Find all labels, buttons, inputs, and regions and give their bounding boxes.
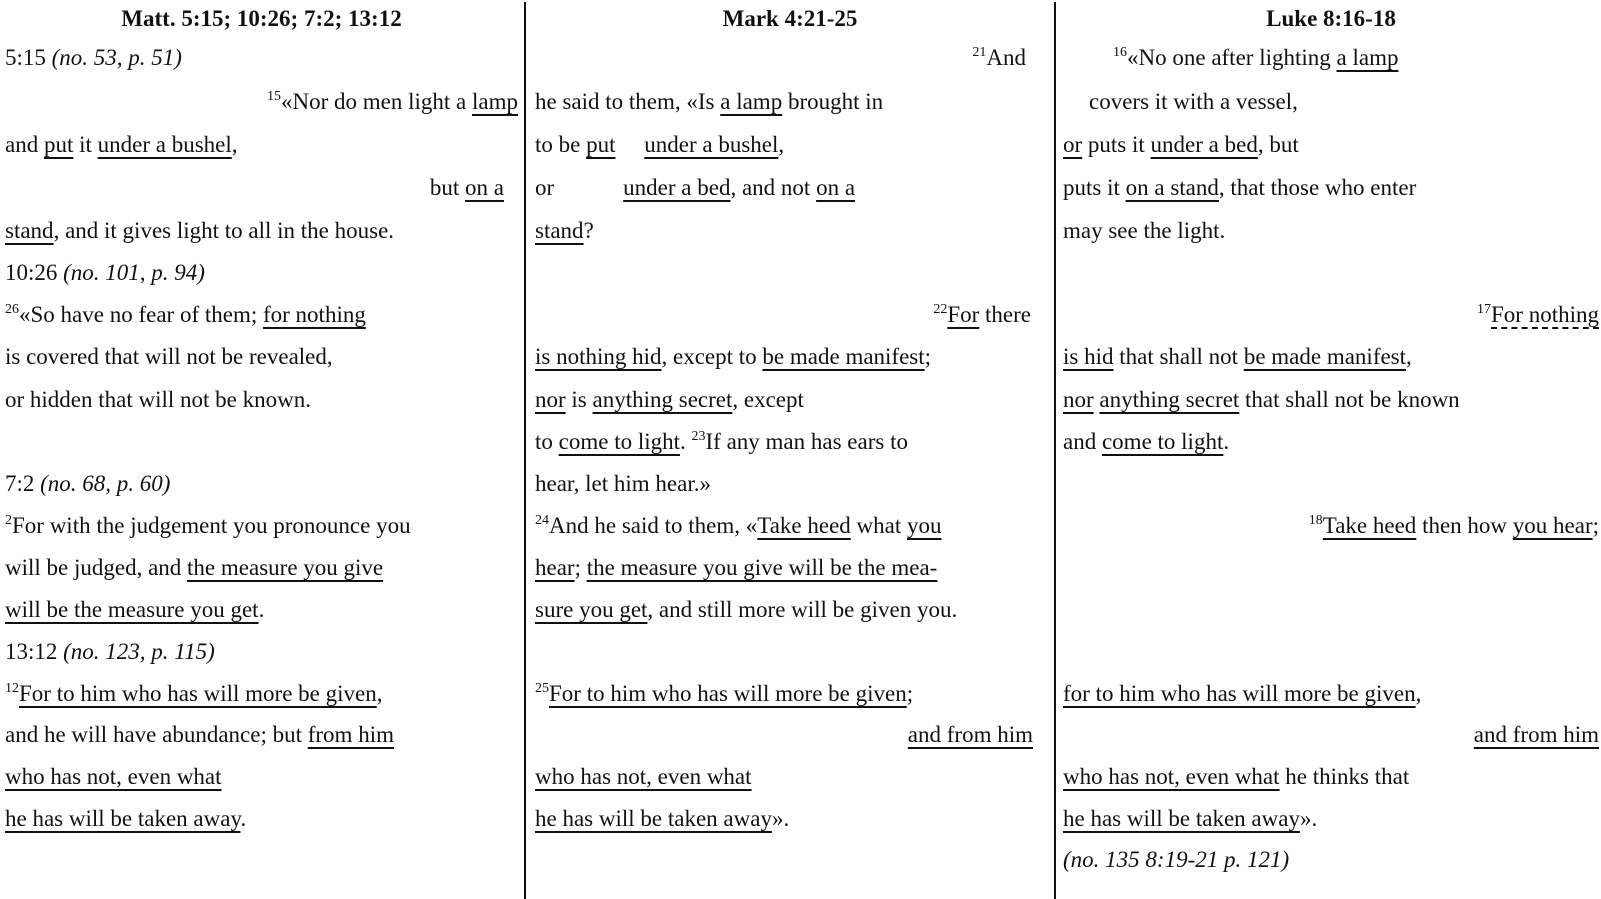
text-segment: ». xyxy=(1299,806,1318,831)
verse-number: 24 xyxy=(535,513,549,528)
column-header: Mark 4:21-25 xyxy=(722,6,858,31)
verse-number: 16 xyxy=(1113,45,1127,60)
text-segment: ; xyxy=(574,555,587,580)
text-segment: ; xyxy=(1592,513,1599,538)
text-line xyxy=(5,677,518,711)
text-segment: . xyxy=(240,806,247,831)
text-segment: , but xyxy=(1257,132,1299,157)
text-line xyxy=(5,551,518,585)
text-segment: he thinks that xyxy=(1279,764,1410,789)
underlined-parallel-text: you hear xyxy=(1512,513,1593,538)
underlined-parallel-text: will be the measure you get xyxy=(5,597,259,622)
text-line xyxy=(5,128,518,162)
text-line xyxy=(5,41,518,75)
text-line xyxy=(1063,298,1599,332)
underlined-parallel-text: you xyxy=(907,513,942,538)
underlined-parallel-text: Take heed xyxy=(757,513,851,538)
text-line xyxy=(5,760,518,794)
text-segment: it xyxy=(73,132,98,157)
underlined-parallel-text: a lamp xyxy=(1336,45,1399,70)
underlined-parallel-text: he has will be taken away xyxy=(5,806,241,831)
text-segment: , that those who enter xyxy=(1218,175,1417,200)
text-segment: and he will have abundance; but xyxy=(5,722,308,747)
text-line xyxy=(5,635,518,669)
underlined-parallel-text: under a bushel xyxy=(97,132,232,157)
text-segment: If any man has ears to xyxy=(705,429,908,454)
text-line xyxy=(1063,340,1599,374)
verse-number: 17 xyxy=(1477,302,1492,317)
text-segment: puts it xyxy=(1082,132,1151,157)
underlined-parallel-text: under a bed xyxy=(1150,132,1258,157)
text-line xyxy=(5,171,518,205)
text-line xyxy=(5,802,518,836)
text-segment: , xyxy=(1406,344,1412,369)
verse-number: 15 xyxy=(267,89,281,104)
underlined-parallel-text: come to light xyxy=(558,429,681,454)
underlined-parallel-text: lamp xyxy=(472,89,518,114)
text-segment: And xyxy=(986,45,1026,70)
underlined-parallel-text: under a bushel xyxy=(644,132,779,157)
text-segment: brought in xyxy=(782,89,884,114)
column-mark xyxy=(535,0,1045,899)
text-line xyxy=(535,41,1045,75)
verse-number: 23 xyxy=(691,429,706,444)
text-line xyxy=(5,85,518,119)
verse-number: 12 xyxy=(5,681,19,696)
text-segment: 10:26 xyxy=(5,260,64,285)
column-header: Matt. 5:15; 10:26; 7:2; 13:12 xyxy=(121,6,402,31)
text-segment: (no. 68, p. 60) xyxy=(40,471,171,496)
underlined-parallel-text: anything secret xyxy=(1099,387,1240,412)
text-line xyxy=(5,256,518,290)
text-segment: puts it xyxy=(1063,175,1126,200)
text-segment: , except xyxy=(732,387,804,412)
underlined-parallel-text: who has not, even what xyxy=(1063,764,1280,789)
text-line xyxy=(1063,128,1599,162)
text-line xyxy=(535,802,1045,836)
underlined-parallel-text: who has not, even what xyxy=(5,764,222,789)
text-line xyxy=(5,214,518,248)
text-segment: (no. 123, p. 115) xyxy=(63,639,215,664)
dashed-underlined-text: For nothing xyxy=(1491,302,1599,327)
text-segment: And he said to them, « xyxy=(549,513,758,538)
text-line xyxy=(535,677,1045,711)
text-segment: , except to xyxy=(661,344,763,369)
text-line xyxy=(5,298,518,332)
underlined-parallel-text: he has will be taken away xyxy=(1063,806,1300,831)
text-segment: is covered that will not be revealed, xyxy=(5,344,333,369)
text-line xyxy=(1063,214,1599,248)
text-segment: , and still more will be given you. xyxy=(647,597,958,622)
underlined-parallel-text: sure you get xyxy=(535,597,648,622)
column-divider xyxy=(524,2,526,899)
underlined-parallel-text: is nothing hid xyxy=(535,344,662,369)
text-segment: ». xyxy=(771,806,790,831)
text-line xyxy=(535,551,1045,585)
text-segment: «So have no fear of them; xyxy=(19,302,263,327)
underlined-parallel-text: nor xyxy=(1063,387,1094,412)
text-segment: , xyxy=(1415,681,1422,706)
underlined-parallel-text: on a xyxy=(465,175,504,200)
text-line xyxy=(1063,85,1599,119)
verse-number: 22 xyxy=(933,302,948,317)
underlined-parallel-text: anything secret xyxy=(592,387,733,412)
text-line xyxy=(535,509,1045,543)
text-line xyxy=(535,298,1045,332)
text-line xyxy=(5,467,518,501)
text-segment: 7:2 xyxy=(5,471,41,496)
text-segment: «Nor do men light a xyxy=(281,89,472,114)
text-line xyxy=(1063,677,1599,711)
text-segment: , xyxy=(231,132,238,157)
text-line xyxy=(5,383,518,417)
text-segment: but xyxy=(429,175,466,200)
text-line xyxy=(1063,425,1599,459)
text-line xyxy=(1063,802,1599,836)
column-divider xyxy=(1054,2,1056,899)
text-line xyxy=(535,340,1045,374)
text-segment: For with the judgement you pronounce you xyxy=(12,513,411,538)
text-segment: , xyxy=(376,681,383,706)
text-segment: (no. 53, p. 51) xyxy=(51,45,182,70)
text-segment: to xyxy=(535,429,559,454)
text-segment: then how xyxy=(1416,513,1513,538)
text-segment: may see the light. xyxy=(1063,218,1226,243)
text-segment: and xyxy=(5,132,44,157)
text-segment: (no. 135 8:19-21 p. 121) xyxy=(1063,847,1290,872)
text-segment: there xyxy=(979,302,1031,327)
text-segment: and xyxy=(1063,429,1102,454)
column-header: Luke 8:16-18 xyxy=(1266,6,1396,31)
text-line xyxy=(5,718,518,752)
underlined-parallel-text: from him xyxy=(307,722,394,747)
text-segment: or xyxy=(535,175,624,200)
column-matthew xyxy=(5,0,518,899)
text-segment: ; xyxy=(924,344,932,369)
verse-number: 25 xyxy=(535,681,549,696)
text-segment: ; xyxy=(906,681,914,706)
verse-number: 2 xyxy=(5,513,12,528)
underlined-parallel-text: put xyxy=(586,132,616,157)
text-segment: , and not xyxy=(730,175,817,200)
underlined-parallel-text: be made manifest xyxy=(1243,344,1407,369)
text-line xyxy=(535,383,1045,417)
text-segment: hear, let him hear.» xyxy=(535,471,711,496)
text-line xyxy=(535,171,1045,205)
underlined-parallel-text: For to him who has will more be given xyxy=(19,681,377,706)
text-segment: to be xyxy=(535,132,587,157)
verse-number: 21 xyxy=(972,45,987,60)
text-segment: . xyxy=(1223,429,1230,454)
underlined-parallel-text: For xyxy=(947,302,980,327)
verse-number: 26 xyxy=(5,302,19,317)
underlined-parallel-text: a lamp xyxy=(720,89,783,114)
text-segment: is xyxy=(565,387,593,412)
underlined-parallel-text: the measure you give will be the mea- xyxy=(586,555,938,580)
text-line xyxy=(5,509,518,543)
text-line xyxy=(535,425,1045,459)
text-segment: , xyxy=(778,132,785,157)
text-segment: 5:15 xyxy=(5,45,52,70)
underlined-parallel-text: put xyxy=(43,132,74,157)
text-segment: . xyxy=(258,597,265,622)
text-segment: or hidden that will not be known. xyxy=(5,387,311,412)
text-line xyxy=(1063,509,1599,543)
underlined-parallel-text: be made manifest xyxy=(762,344,925,369)
underlined-parallel-text: on a stand xyxy=(1125,175,1219,200)
text-segment: , and it gives light to all in the house. xyxy=(53,218,395,243)
text-segment: what xyxy=(850,513,907,538)
underlined-parallel-text: on a xyxy=(816,175,856,200)
text-segment xyxy=(616,132,645,157)
text-segment: (no. 101, p. 94) xyxy=(63,260,205,285)
underlined-parallel-text: the measure you give xyxy=(187,555,384,580)
text-line xyxy=(535,593,1045,627)
text-segment: . xyxy=(680,429,692,454)
text-line xyxy=(535,718,1045,752)
text-segment: covers it with a vessel, xyxy=(1089,89,1298,114)
underlined-parallel-text: stand xyxy=(5,218,54,243)
underlined-parallel-text: stand xyxy=(535,218,584,243)
text-line xyxy=(5,340,518,374)
text-segment: «No one after lighting xyxy=(1127,45,1337,70)
underlined-parallel-text: or xyxy=(1063,132,1083,157)
column-luke xyxy=(1063,0,1599,899)
text-segment: 13:12 xyxy=(5,639,64,664)
underlined-parallel-text: is hid xyxy=(1063,344,1114,369)
text-segment: that shall not be known xyxy=(1239,387,1460,412)
underlined-parallel-text: for nothing xyxy=(262,302,366,327)
underlined-parallel-text: for to him who has will more be given xyxy=(1063,681,1416,706)
text-line xyxy=(1063,383,1599,417)
text-line xyxy=(535,467,1045,501)
text-segment: ? xyxy=(583,218,594,243)
underlined-parallel-text: under a bed xyxy=(623,175,731,200)
text-line xyxy=(1063,41,1599,75)
underlined-parallel-text: nor xyxy=(535,387,566,412)
text-line xyxy=(1063,718,1599,752)
text-line xyxy=(5,593,518,627)
underlined-parallel-text: hear xyxy=(535,555,575,580)
text-line xyxy=(535,128,1045,162)
text-line xyxy=(535,214,1045,248)
text-line xyxy=(1063,171,1599,205)
underlined-parallel-text: come to light xyxy=(1101,429,1224,454)
text-line xyxy=(1063,760,1599,794)
underlined-parallel-text: and from him xyxy=(1473,722,1599,747)
underlined-parallel-text: For to him who has will more be given xyxy=(549,681,907,706)
underlined-parallel-text: and from him xyxy=(907,722,1033,747)
cross-reference-note xyxy=(1063,843,1599,877)
text-segment: he said to them, «Is xyxy=(535,89,721,114)
underlined-parallel-text: Take heed xyxy=(1322,513,1417,538)
underlined-parallel-text: who has not, even what xyxy=(535,764,752,789)
text-line xyxy=(535,760,1045,794)
text-segment: will be judged, and xyxy=(5,555,188,580)
verse-number: 18 xyxy=(1308,513,1323,528)
text-segment: that shall not xyxy=(1113,344,1244,369)
text-line xyxy=(535,85,1045,119)
underlined-parallel-text: he has will be taken away xyxy=(535,806,772,831)
